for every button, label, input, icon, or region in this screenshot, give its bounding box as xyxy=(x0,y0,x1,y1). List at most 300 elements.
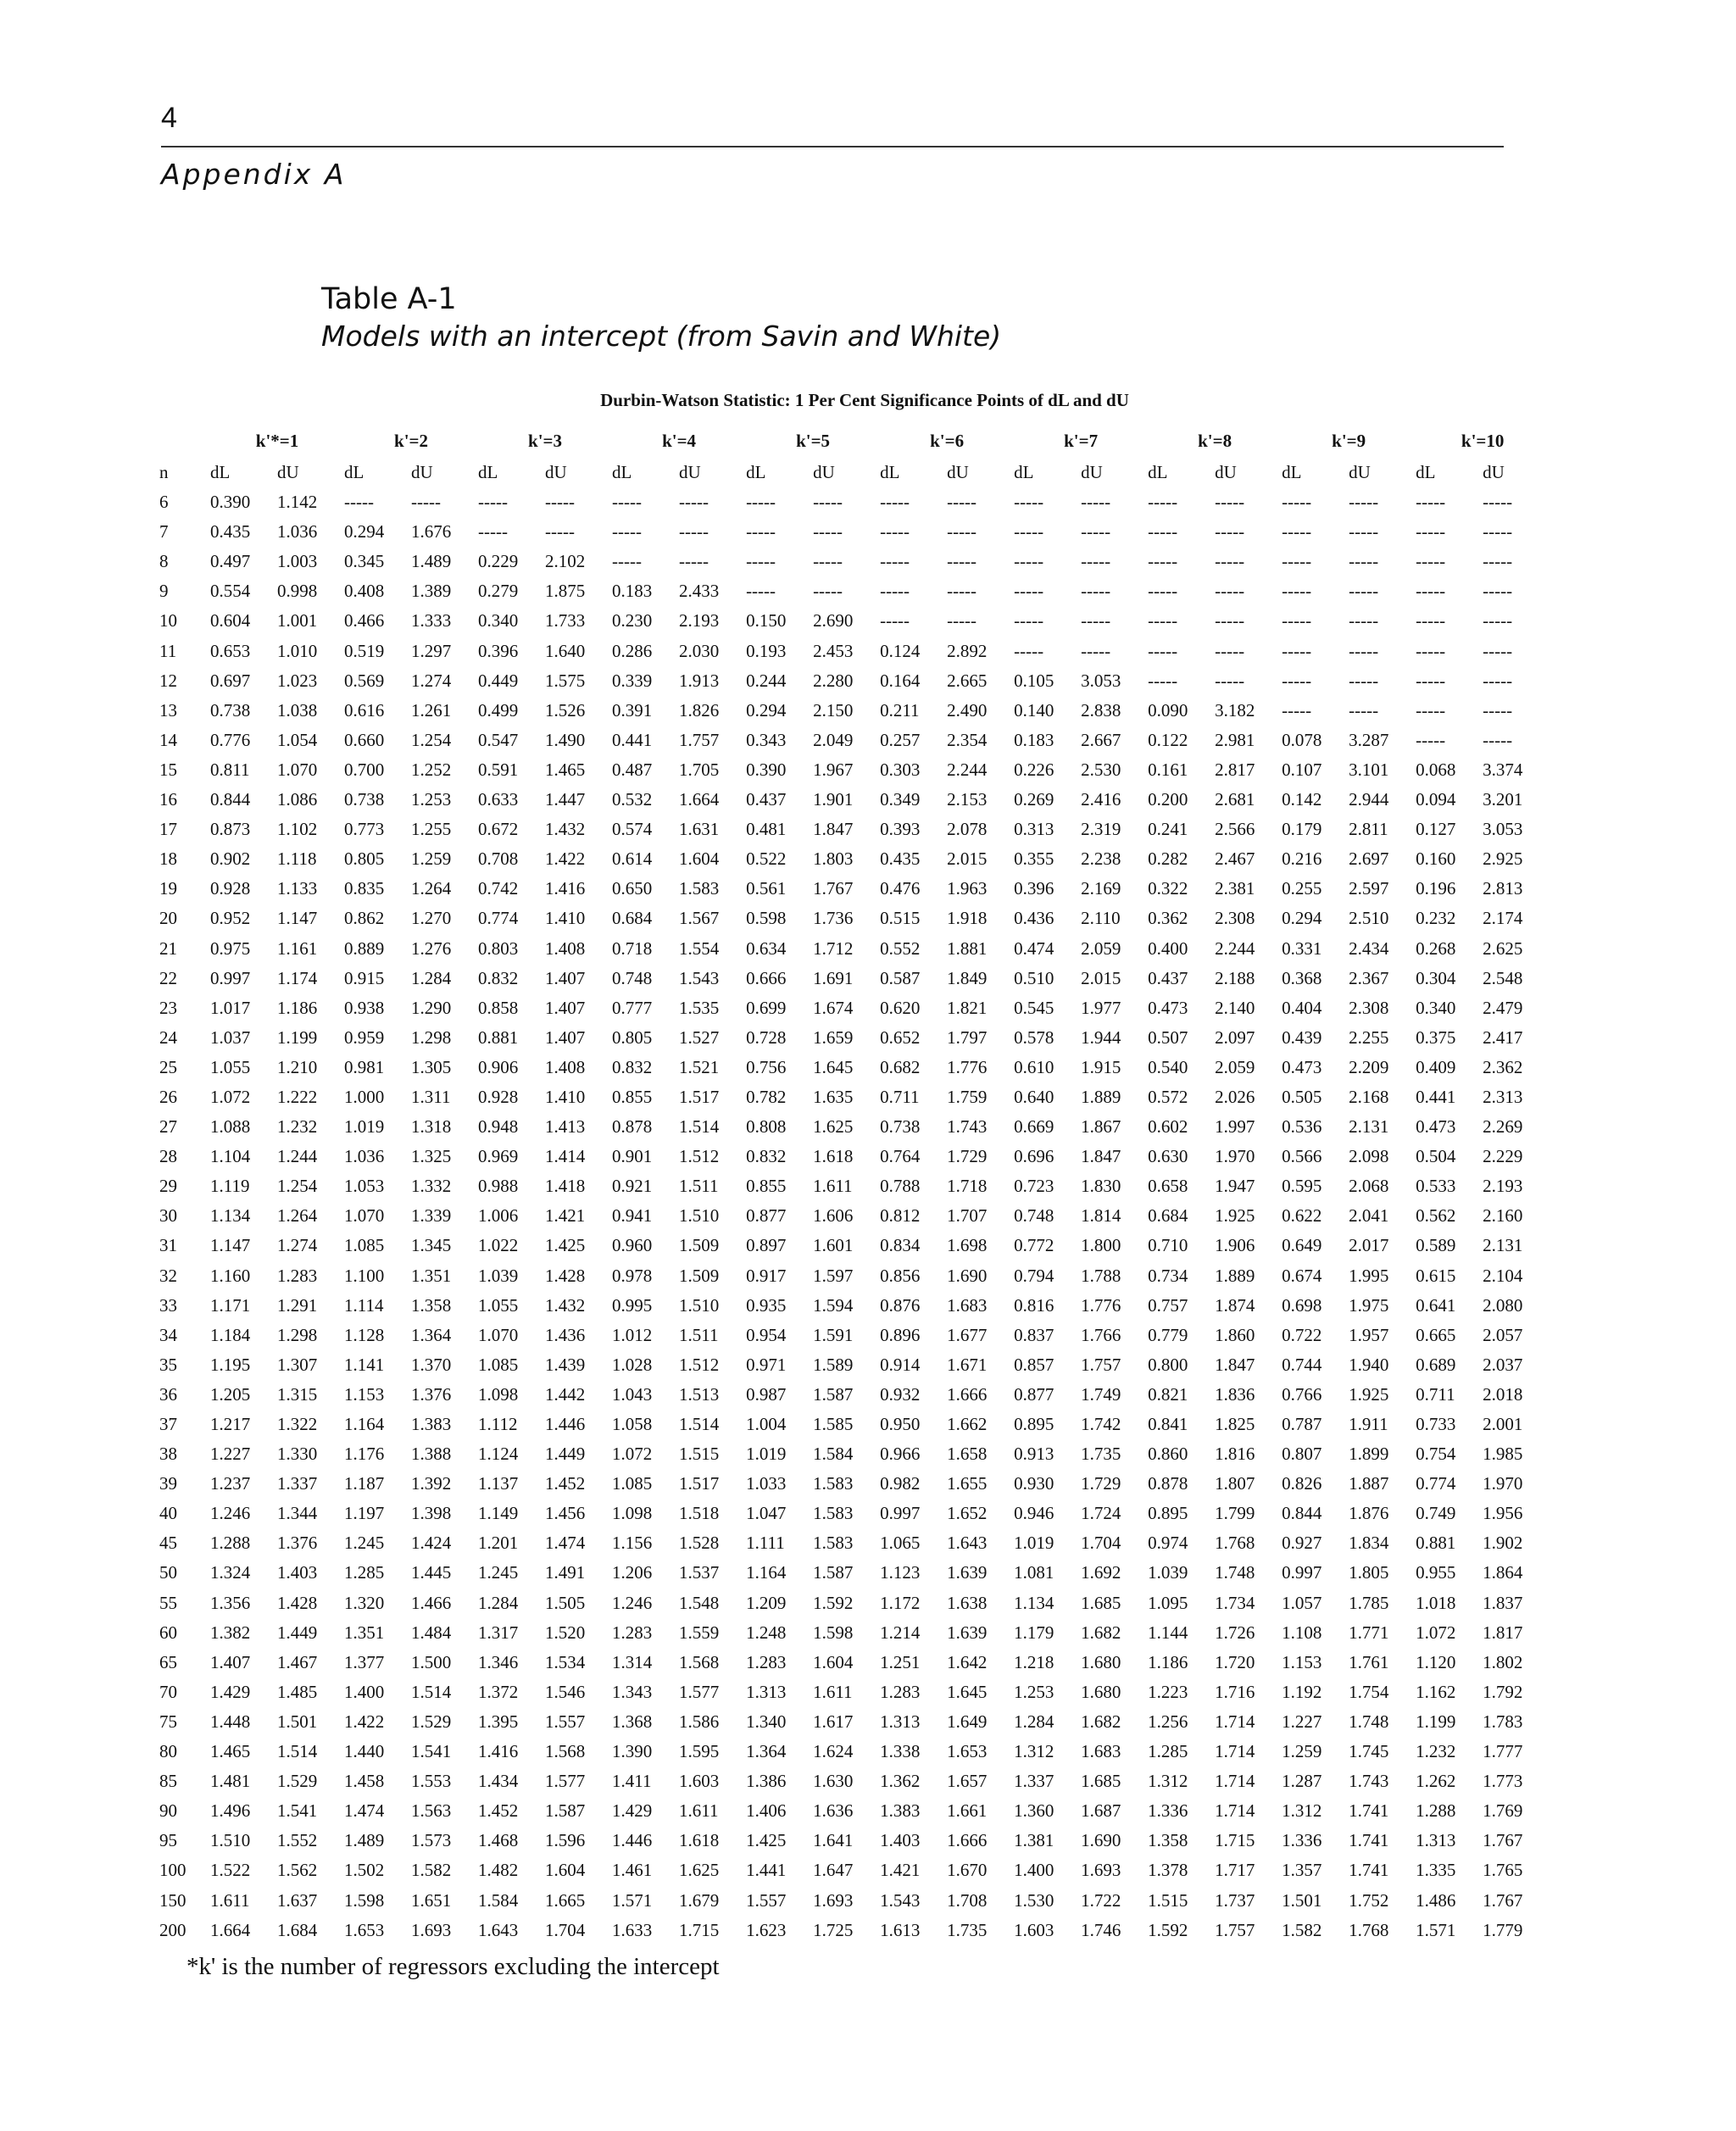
table-cell: 1.262 xyxy=(1416,1771,1456,1792)
table-cell: 0.835 xyxy=(344,878,385,899)
table-cell: 1.521 xyxy=(679,1056,720,1077)
table-cell: 1.517 xyxy=(679,1473,720,1494)
table-cell: 1.792 xyxy=(1483,1681,1523,1702)
table-cell: 1.448 xyxy=(210,1711,251,1732)
table-cell: 1.474 xyxy=(545,1533,586,1554)
table-cell: 0.339 xyxy=(612,670,653,691)
table-cell: ----- xyxy=(1148,551,1178,572)
table-cell: 0.268 xyxy=(1416,938,1456,959)
table-cell: 1.674 xyxy=(813,997,854,1018)
table-cell: 1.307 xyxy=(277,1354,318,1375)
table-cell: 1.552 xyxy=(277,1830,318,1851)
k-group-header: k'=9 xyxy=(1332,431,1366,451)
table-cell: ----- xyxy=(1282,581,1312,602)
table-cell: 0.179 xyxy=(1282,819,1322,840)
table-cell: ----- xyxy=(880,551,910,572)
table-cell: 1.568 xyxy=(545,1741,586,1762)
table-cell: 1.734 xyxy=(1215,1592,1255,1613)
table-cell: 1.398 xyxy=(411,1503,452,1524)
table-cell: 1.017 xyxy=(210,997,251,1018)
table-cell: 1.589 xyxy=(813,1354,854,1375)
table-cell: 0.788 xyxy=(880,1176,921,1197)
table-cell: 1.317 xyxy=(478,1622,519,1643)
table-cell: ----- xyxy=(1014,492,1044,513)
column-header: dL xyxy=(746,462,766,482)
row-n-cell: 33 xyxy=(159,1294,177,1316)
table-cell: 1.944 xyxy=(1081,1027,1121,1048)
table-cell: ----- xyxy=(1282,551,1312,572)
table-cell: 1.098 xyxy=(612,1503,653,1524)
table-row xyxy=(159,964,1550,993)
table-cell: 2.104 xyxy=(1483,1265,1523,1286)
table-cell: 1.368 xyxy=(612,1711,653,1732)
row-n-cell: 31 xyxy=(159,1235,177,1256)
table-cell: 2.625 xyxy=(1483,938,1523,959)
table-cell: 1.485 xyxy=(277,1681,318,1702)
table-cell: 0.928 xyxy=(478,1086,519,1107)
table-cell: 1.759 xyxy=(947,1086,988,1107)
table-cell: 1.817 xyxy=(1483,1622,1523,1643)
table-cell: 0.710 xyxy=(1148,1235,1188,1256)
table-cell: 0.969 xyxy=(478,1146,519,1167)
table-cell: ----- xyxy=(1148,610,1178,632)
table-cell: 1.518 xyxy=(679,1503,720,1524)
table-cell: ----- xyxy=(1349,610,1379,632)
table-cell: 1.057 xyxy=(1282,1592,1322,1613)
table-cell: 3.374 xyxy=(1483,759,1523,780)
table-cell: 0.391 xyxy=(612,699,653,721)
table-cell: 1.377 xyxy=(344,1651,385,1672)
table-cell: 1.847 xyxy=(1081,1146,1121,1167)
table-cell: 1.749 xyxy=(1081,1383,1121,1405)
table-cell: 1.679 xyxy=(679,1889,720,1911)
k-header-row xyxy=(159,424,1550,458)
durbin-watson-title: Durbin-Watson Statistic: 1 Per Cent Significance Points of dL and dU xyxy=(600,390,1129,410)
table-row xyxy=(159,934,1550,964)
table-cell: 1.692 xyxy=(1081,1562,1121,1583)
table-cell: 1.876 xyxy=(1349,1503,1389,1524)
table-cell: 1.147 xyxy=(277,908,318,929)
table-cell: 1.837 xyxy=(1483,1592,1523,1613)
table-cell: 1.291 xyxy=(277,1294,318,1316)
table-cell: 0.995 xyxy=(612,1294,653,1316)
table-cell: 1.104 xyxy=(210,1146,251,1167)
table-cell: 0.754 xyxy=(1416,1444,1456,1465)
table-row xyxy=(159,1737,1550,1767)
table-cell: 0.855 xyxy=(612,1086,653,1107)
table-cell: 0.748 xyxy=(1014,1205,1054,1227)
table-cell: 1.114 xyxy=(344,1294,384,1316)
table-cell: ----- xyxy=(1416,699,1446,721)
table-cell: ----- xyxy=(1282,670,1312,691)
table-cell: 1.889 xyxy=(1081,1086,1121,1107)
table-cell: 1.548 xyxy=(679,1592,720,1613)
table-cell: ----- xyxy=(1416,670,1446,691)
row-n-cell: 39 xyxy=(159,1473,177,1494)
table-cell: 1.318 xyxy=(411,1116,452,1138)
table-cell: 1.264 xyxy=(411,878,452,899)
table-cell: 0.665 xyxy=(1416,1324,1456,1345)
table-cell: 0.666 xyxy=(746,967,787,988)
table-cell: 1.769 xyxy=(1483,1800,1523,1822)
table-cell: 1.452 xyxy=(545,1473,586,1494)
table-cell: 1.707 xyxy=(947,1205,988,1227)
table-cell: 1.440 xyxy=(344,1741,385,1762)
table-cell: 1.746 xyxy=(1081,1919,1121,1940)
table-cell: 1.298 xyxy=(411,1027,452,1048)
table-cell: 1.137 xyxy=(478,1473,519,1494)
table-cell: 0.437 xyxy=(746,789,787,810)
table-body xyxy=(159,487,1550,1945)
table-cell: 0.375 xyxy=(1416,1027,1456,1048)
table-cell: 1.714 xyxy=(1215,1741,1255,1762)
table-cell: 1.270 xyxy=(411,908,452,929)
table-cell: 0.660 xyxy=(344,729,385,750)
table-cell: 1.598 xyxy=(344,1889,385,1911)
table-cell: 1.604 xyxy=(545,1860,586,1881)
table-cell: 1.546 xyxy=(545,1681,586,1702)
table-cell: 1.120 xyxy=(1416,1651,1456,1672)
row-n-cell: 90 xyxy=(159,1800,177,1822)
table-cell: 0.545 xyxy=(1014,997,1054,1018)
table-cell: 1.514 xyxy=(679,1116,720,1138)
table-cell: ----- xyxy=(1282,699,1312,721)
table-cell: 2.015 xyxy=(1081,967,1121,988)
table-cell: 1.378 xyxy=(1148,1860,1188,1881)
table-cell: ----- xyxy=(478,492,508,513)
table-cell: 0.244 xyxy=(746,670,787,691)
table-cell: ----- xyxy=(1014,521,1044,542)
table-cell: 1.587 xyxy=(813,1383,854,1405)
row-n-cell: 7 xyxy=(159,521,169,542)
table-cell: 1.389 xyxy=(411,581,452,602)
table-cell: 1.311 xyxy=(411,1086,451,1107)
table-cell: 1.098 xyxy=(478,1383,519,1405)
table-cell: 2.319 xyxy=(1081,819,1121,840)
table-cell: 1.376 xyxy=(411,1383,452,1405)
table-row xyxy=(159,815,1550,844)
table-cell: 0.708 xyxy=(478,849,519,870)
table-cell: 1.392 xyxy=(411,1473,452,1494)
table-cell: 1.515 xyxy=(679,1444,720,1465)
row-n-cell: 13 xyxy=(159,699,177,721)
table-cell: 1.290 xyxy=(411,997,452,1018)
table-cell: 0.978 xyxy=(612,1265,653,1286)
table-cell: 1.799 xyxy=(1215,1503,1255,1524)
column-header: dU xyxy=(411,462,433,482)
table-cell: 0.832 xyxy=(746,1146,787,1167)
table-cell: 0.901 xyxy=(612,1146,653,1167)
table-cell: 1.526 xyxy=(545,699,586,721)
table-cell: 0.561 xyxy=(746,878,787,899)
table-cell: 0.068 xyxy=(1416,759,1456,780)
table-cell: 1.985 xyxy=(1483,1444,1523,1465)
table-cell: 1.543 xyxy=(679,967,720,988)
table-cell: 1.501 xyxy=(277,1711,318,1732)
row-n-cell: 36 xyxy=(159,1383,177,1405)
table-cell: 2.169 xyxy=(1081,878,1121,899)
table-cell: 1.345 xyxy=(411,1235,452,1256)
table-cell: 1.429 xyxy=(612,1800,653,1822)
table-cell: 1.119 xyxy=(210,1176,250,1197)
table-cell: 0.519 xyxy=(344,640,385,661)
table-cell: 1.594 xyxy=(813,1294,854,1316)
table-cell: 1.245 xyxy=(478,1562,519,1583)
table-cell: 1.274 xyxy=(411,670,452,691)
table-cell: 1.283 xyxy=(880,1681,921,1702)
table-cell: 1.324 xyxy=(210,1562,251,1583)
table-cell: 0.487 xyxy=(612,759,653,780)
table-cell: ----- xyxy=(1483,699,1513,721)
table-cell: 0.294 xyxy=(746,699,787,721)
table-cell: 1.445 xyxy=(411,1562,452,1583)
table-cell: ----- xyxy=(1081,492,1111,513)
row-n-cell: 30 xyxy=(159,1205,177,1227)
table-cell: 1.338 xyxy=(880,1741,921,1762)
table-cell: 1.805 xyxy=(1349,1562,1389,1583)
table-cell: 1.070 xyxy=(277,759,318,780)
table-cell: 1.849 xyxy=(947,967,988,988)
table-cell: 1.847 xyxy=(1215,1354,1255,1375)
table-cell: 0.821 xyxy=(1148,1383,1188,1405)
table-cell: 1.776 xyxy=(1081,1294,1121,1316)
table-cell: 1.639 xyxy=(947,1562,988,1583)
table-cell: 0.105 xyxy=(1014,670,1054,691)
table-cell: 0.733 xyxy=(1416,1414,1456,1434)
table-cell: ----- xyxy=(1416,729,1446,750)
table-cell: 1.274 xyxy=(277,1235,318,1256)
table-cell: 0.777 xyxy=(612,997,653,1018)
table-cell: 1.036 xyxy=(344,1146,385,1167)
table-cell: 1.072 xyxy=(1416,1622,1456,1643)
table-cell: 1.705 xyxy=(679,759,720,780)
table-cell: 1.072 xyxy=(612,1444,653,1465)
table-cell: 0.304 xyxy=(1416,967,1456,988)
table-cell: 1.625 xyxy=(813,1116,854,1138)
table-cell: 1.255 xyxy=(411,819,452,840)
table-cell: 2.308 xyxy=(1215,908,1255,929)
table-cell: 1.814 xyxy=(1081,1205,1121,1227)
table-cell: 2.510 xyxy=(1349,908,1389,929)
table-cell: 0.408 xyxy=(344,581,385,602)
table-cell: 1.765 xyxy=(1483,1860,1523,1881)
table-cell: ----- xyxy=(1416,492,1446,513)
table-cell: 0.889 xyxy=(344,938,385,959)
table-cell: 1.313 xyxy=(880,1711,921,1732)
table-cell: 1.768 xyxy=(1215,1533,1255,1554)
table-cell: 1.522 xyxy=(210,1860,251,1881)
table-cell: 1.422 xyxy=(344,1711,385,1732)
table-cell: ----- xyxy=(1148,492,1178,513)
table-cell: 0.232 xyxy=(1416,908,1456,929)
table-cell: 2.059 xyxy=(1081,938,1121,959)
table-cell: 1.708 xyxy=(947,1889,988,1911)
table-cell: 0.552 xyxy=(880,938,921,959)
table-cell: 1.088 xyxy=(210,1116,251,1138)
row-n-cell: 21 xyxy=(159,938,177,959)
table-cell: 1.227 xyxy=(210,1444,251,1465)
table-cell: 0.216 xyxy=(1282,849,1322,870)
table-cell: 0.640 xyxy=(1014,1086,1054,1107)
table-row xyxy=(159,1767,1550,1796)
table-cell: 1.038 xyxy=(277,699,318,721)
table-cell: 1.305 xyxy=(411,1056,452,1077)
table-cell: 1.655 xyxy=(947,1473,988,1494)
table-cell: 1.022 xyxy=(478,1235,519,1256)
table-cell: 1.704 xyxy=(545,1919,586,1940)
table-cell: 1.913 xyxy=(679,670,720,691)
table-cell: 1.691 xyxy=(813,967,854,988)
table-cell: 1.956 xyxy=(1483,1503,1523,1524)
table-cell: 1.693 xyxy=(813,1889,854,1911)
table-cell: 2.453 xyxy=(813,640,854,661)
table-cell: 0.841 xyxy=(1148,1414,1188,1434)
table-cell: 0.682 xyxy=(880,1056,921,1077)
table-cell: ----- xyxy=(1483,640,1513,661)
table-cell: ----- xyxy=(1349,521,1379,542)
table-cell: 0.857 xyxy=(1014,1354,1054,1375)
table-cell: 1.452 xyxy=(478,1800,519,1822)
table-cell: 1.100 xyxy=(344,1265,385,1286)
table-cell: 2.381 xyxy=(1215,878,1255,899)
table-cell: 2.811 xyxy=(1349,819,1388,840)
table-cell: 0.610 xyxy=(1014,1056,1054,1077)
table-cell: 0.684 xyxy=(612,908,653,929)
table-cell: 1.680 xyxy=(1081,1651,1121,1672)
table-cell: 1.902 xyxy=(1483,1533,1523,1554)
table-cell: 2.001 xyxy=(1483,1414,1523,1434)
table-cell: ----- xyxy=(1148,521,1178,542)
table-cell: ----- xyxy=(1349,551,1379,572)
table-cell: 0.355 xyxy=(1014,849,1054,870)
table-cell: 0.634 xyxy=(746,938,787,959)
column-header: dL xyxy=(1014,462,1034,482)
table-cell: 1.682 xyxy=(1081,1711,1121,1732)
table-cell: 0.779 xyxy=(1148,1324,1188,1345)
table-cell: 2.362 xyxy=(1483,1056,1523,1077)
table-cell: 0.897 xyxy=(746,1235,787,1256)
table-cell: 1.530 xyxy=(1014,1889,1054,1911)
table-cell: 1.055 xyxy=(478,1294,519,1316)
table-cell: 0.921 xyxy=(612,1176,653,1197)
table-cell: 1.757 xyxy=(1081,1354,1121,1375)
row-n-cell: 45 xyxy=(159,1533,177,1554)
table-cell: 2.131 xyxy=(1483,1235,1523,1256)
table-cell: 2.049 xyxy=(813,729,854,750)
table-cell: 1.745 xyxy=(1349,1741,1389,1762)
table-cell: 1.584 xyxy=(478,1889,519,1911)
table-cell: 1.370 xyxy=(411,1354,452,1375)
table-cell: 1.513 xyxy=(679,1383,720,1405)
table-cell: 1.085 xyxy=(612,1473,653,1494)
row-n-cell: 60 xyxy=(159,1622,177,1643)
table-cell: 0.915 xyxy=(344,967,385,988)
table-row xyxy=(159,1707,1550,1737)
table-cell: 0.622 xyxy=(1282,1205,1322,1227)
table-cell: ----- xyxy=(1416,521,1446,542)
table-cell: 2.015 xyxy=(947,849,988,870)
table-cell: 1.836 xyxy=(1215,1383,1255,1405)
table-cell: 0.744 xyxy=(1282,1354,1322,1375)
table-cell: 1.977 xyxy=(1081,997,1121,1018)
table-cell: 1.197 xyxy=(344,1503,385,1524)
table-row xyxy=(159,1648,1550,1678)
table-cell: 1.489 xyxy=(344,1830,385,1851)
table-cell: 0.834 xyxy=(880,1235,921,1256)
table-cell: 0.515 xyxy=(880,908,921,929)
table-cell: ----- xyxy=(1081,581,1111,602)
table-cell: 1.683 xyxy=(947,1294,988,1316)
table-cell: 1.510 xyxy=(679,1294,720,1316)
table-cell: 1.777 xyxy=(1483,1741,1523,1762)
table-cell: 1.053 xyxy=(344,1176,385,1197)
table-cell: 1.509 xyxy=(679,1235,720,1256)
row-n-cell: 22 xyxy=(159,967,177,988)
table-cell: 1.630 xyxy=(813,1771,854,1792)
table-cell: 1.562 xyxy=(277,1860,318,1881)
table-cell: 0.331 xyxy=(1282,938,1322,959)
table-cell: 1.601 xyxy=(813,1235,854,1256)
row-n-cell: 75 xyxy=(159,1711,177,1732)
table-row xyxy=(159,844,1550,874)
table-cell: ----- xyxy=(344,492,374,513)
table-cell: 1.446 xyxy=(612,1830,653,1851)
table-cell: 1.325 xyxy=(411,1146,452,1167)
table-cell: 1.422 xyxy=(545,849,586,870)
table-cell: 0.616 xyxy=(344,699,385,721)
table-row xyxy=(159,1528,1550,1558)
table-cell: ----- xyxy=(1081,521,1111,542)
table-cell: 2.813 xyxy=(1483,878,1523,899)
table-cell: 0.997 xyxy=(880,1503,921,1524)
row-n-cell: 38 xyxy=(159,1444,177,1465)
table-cell: ----- xyxy=(1483,551,1513,572)
table-cell: 1.584 xyxy=(813,1444,854,1465)
table-cell: 1.597 xyxy=(813,1265,854,1286)
table-cell: 1.246 xyxy=(612,1592,653,1613)
table-cell: 1.153 xyxy=(344,1383,385,1405)
table-cell: 0.439 xyxy=(1282,1027,1322,1048)
row-n-cell: 12 xyxy=(159,670,177,691)
table-cell: 1.997 xyxy=(1215,1116,1255,1138)
table-cell: 1.339 xyxy=(411,1205,452,1227)
table-cell: 0.241 xyxy=(1148,819,1188,840)
table-cell: 1.887 xyxy=(1349,1473,1389,1494)
table-cell: 2.667 xyxy=(1081,729,1121,750)
table-cell: 1.752 xyxy=(1349,1889,1389,1911)
k-group-header: k'=3 xyxy=(528,431,563,451)
table-cell: ----- xyxy=(1483,521,1513,542)
table-cell: 0.782 xyxy=(746,1086,787,1107)
table-cell: 1.118 xyxy=(277,849,317,870)
table-cell: 0.837 xyxy=(1014,1324,1054,1345)
table-cell: 1.141 xyxy=(344,1354,385,1375)
table-cell: 1.218 xyxy=(1014,1651,1054,1672)
table-cell: 0.255 xyxy=(1282,878,1322,899)
table-cell: ----- xyxy=(1416,610,1446,632)
table-cell: 1.246 xyxy=(210,1503,251,1524)
table-cell: 1.527 xyxy=(679,1027,720,1048)
running-head: Appendix A xyxy=(161,158,347,191)
table-cell: ----- xyxy=(813,581,843,602)
table-cell: ----- xyxy=(411,492,441,513)
table-cell: ----- xyxy=(1014,640,1044,661)
table-cell: 0.540 xyxy=(1148,1056,1188,1077)
table-cell: 1.970 xyxy=(1215,1146,1255,1167)
table-cell: ----- xyxy=(679,521,709,542)
table-cell: 0.345 xyxy=(344,551,385,572)
table-cell: 0.844 xyxy=(1282,1503,1322,1524)
